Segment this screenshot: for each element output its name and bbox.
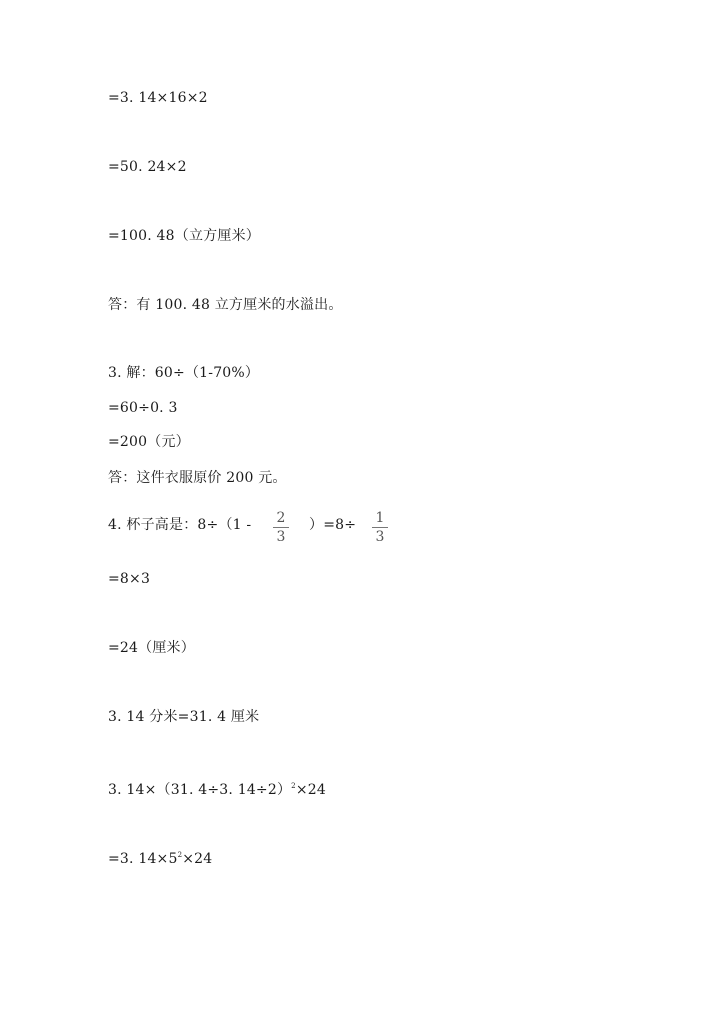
expr-after: ×24 xyxy=(182,851,213,867)
line-7: =8×3 xyxy=(108,571,151,587)
line-1: =3. 14×16×2 xyxy=(108,90,208,106)
line-6: =200（元） xyxy=(108,434,190,450)
line-8: =24（厘米） xyxy=(108,640,195,656)
expr-after: ×24 xyxy=(295,782,326,798)
line-2: =50. 24×2 xyxy=(108,159,187,175)
line-3: =100. 48（立方厘米） xyxy=(108,228,260,244)
problem-3-heading: 3. 解：60÷（1-70%） xyxy=(108,365,260,381)
fraction-denominator: 3 xyxy=(276,529,286,545)
exponent: 2 xyxy=(177,851,183,859)
fraction-numerator: 1 xyxy=(375,510,385,526)
fraction-bar xyxy=(273,527,289,528)
problem-4-prefix: 4. 杯子高是：8÷（1 - xyxy=(108,517,252,533)
expr-before: 3. 14×（31. 4÷3. 14÷2） xyxy=(108,782,292,798)
exponent: 2 xyxy=(291,782,296,790)
line-5: =60÷0. 3 xyxy=(108,400,178,416)
answer-1: 答：有 100. 48 立方厘米的水溢出。 xyxy=(108,297,343,313)
line-9: 3. 14 分米=31. 4 厘米 xyxy=(108,709,260,725)
line-11 xyxy=(108,846,212,868)
problem-4-middle: ）=8÷ xyxy=(309,517,357,533)
line-10 xyxy=(108,777,326,799)
expr-before: =3. 14×5 xyxy=(108,851,178,867)
fraction-numerator: 2 xyxy=(276,510,286,526)
fraction-bar xyxy=(372,527,388,528)
fraction-one-third xyxy=(372,510,388,545)
fraction-two-thirds xyxy=(273,510,289,545)
answer-2: 答：这件衣服原价 200 元。 xyxy=(108,470,287,486)
fraction-denominator: 3 xyxy=(375,529,385,545)
